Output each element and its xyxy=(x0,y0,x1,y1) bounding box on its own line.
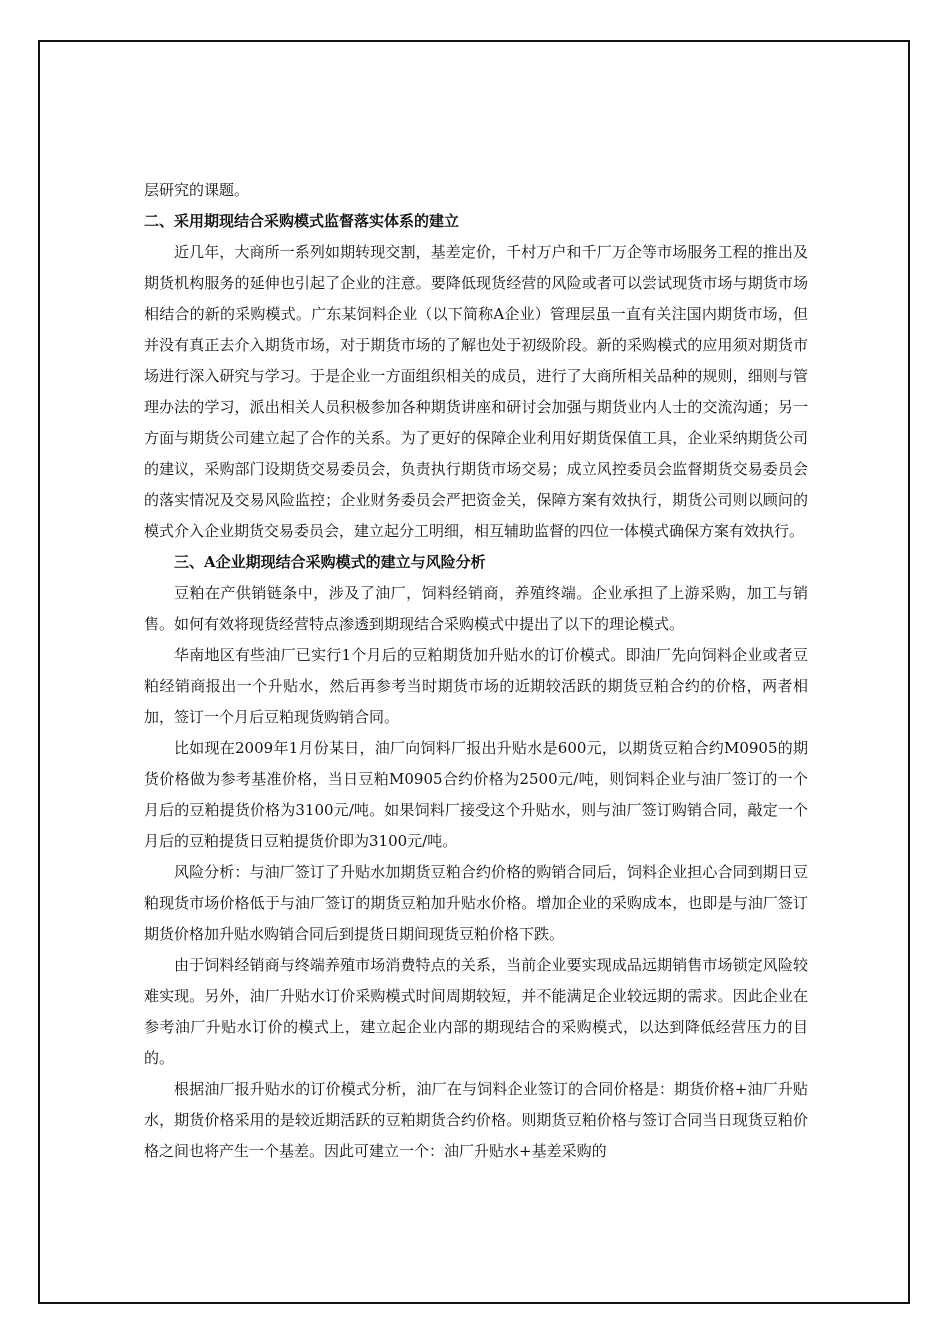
paragraph: 近几年，大商所一系列如期转现交割，基差定价，千村万户和千厂万企等市场服务工程的推出及期货机构服务的延伸也引起了企业的注意。要降低现货经营的风险或者可以尝试现货市场与期货市场相结合的新的采购模式。广东某饲料企业（以下简称A企业）管理层虽一直有关注国内期货市场，但并没有真正去介入期货市场，对于期货市场的了解也处于初级阶段。新的采购模式的应用须对期货市场进行深入研究与学习。于是企业一方面组织相关的成员，进行了大商所相关品种的规则，细则与管理办法的学习，派出相关人员积极参加各种期货讲座和研讨会加强与期货业内人士的交流沟通；另一方面与期货公司建立起了合作的关系。为了更好的保障企业利用好期货保值工具，企业采纳期货公司的建议，采购部门设期货交易委员会，负责执行期货市场交易；成立风控委员会监督期货交易委员会的落实情况及交易风险监控；企业财务委员会严把资金关，保障方案有效执行，期货公司则以顾问的模式介入企业期货交易委员会，建立起分工明细，相互辅助监督的四位一体模式确保方案有效执行。 xyxy=(144,243,808,540)
paragraph: 豆粕在产供销链条中，涉及了油厂，饲料经销商，养殖终端。企业承担了上游采购，加工与销售。如何有效将现货经营特点渗透到期现结合采购模式中提出了以下的理论模式。 xyxy=(144,584,808,633)
paragraph: 根据油厂报升贴水的订价模式分析，油厂在与饲料企业签订的合同价格是：期货价格+油厂升贴水，期货价格采用的是较近期活跃的豆粕期货合约价格。则期货豆粕价格与签订合同当日现货豆粕价格之间也将产生一个基差。因此可建立一个：油厂升贴水+基差采购的 xyxy=(144,1080,808,1160)
paragraph: 由于饲料经销商与终端养殖市场消费特点的关系，当前企业要实现成品远期销售市场锁定风险较难实现。另外，油厂升贴水订价采购模式时间周期较短，并不能满足企业较远期的需求。因此企业在参考油厂升贴水订价的模式上，建立起企业内部的期现结合的采购模式，以达到降低经营压力的目的。 xyxy=(144,956,808,1067)
section-heading-3: 三、A企业期现结合采购模式的建立与风险分析 xyxy=(174,553,486,571)
paragraph: 比如现在2009年1月份某日，油厂向饲料厂报出升贴水是600元，以期货豆粕合约M0905的期货价格做为参考基准价格，当日豆粕M0905合约价格为2500元/吨，则饲料企业与油厂签订的一个月后的豆粕提货价格为3100元/吨。如果饲料厂接受这个升贴水，则与油厂签订购销合同，敲定一个月后的豆粕提货日豆粕提货价即为3100元/吨。 xyxy=(144,739,808,850)
paragraph: 风险分析：与油厂签订了升贴水加期货豆粕合约价格的购销合同后，饲料企业担心合同到期日豆粕现货市场价格低于与油厂签订的期货豆粕加升贴水价格。增加企业的采购成本，也即是与油厂签订期货价格加升贴水购销合同后到提货日期间现货豆粕价格下跌。 xyxy=(144,863,808,943)
document-body xyxy=(144,175,808,1167)
section-heading-2: 二、采用期现结合采购模式监督落实体系的建立 xyxy=(144,212,460,230)
paragraph: 华南地区有些油厂已实行1个月后的豆粕期货加升贴水的订价模式。即油厂先向饲料企业或者豆粕经销商报出一个升贴水，然后再参考当时期货市场的近期较活跃的期货豆粕合约的价格，两者相加，签订一个月后豆粕现货购销合同。 xyxy=(144,646,808,726)
paragraph-continuation: 层研究的课题。 xyxy=(144,181,250,199)
